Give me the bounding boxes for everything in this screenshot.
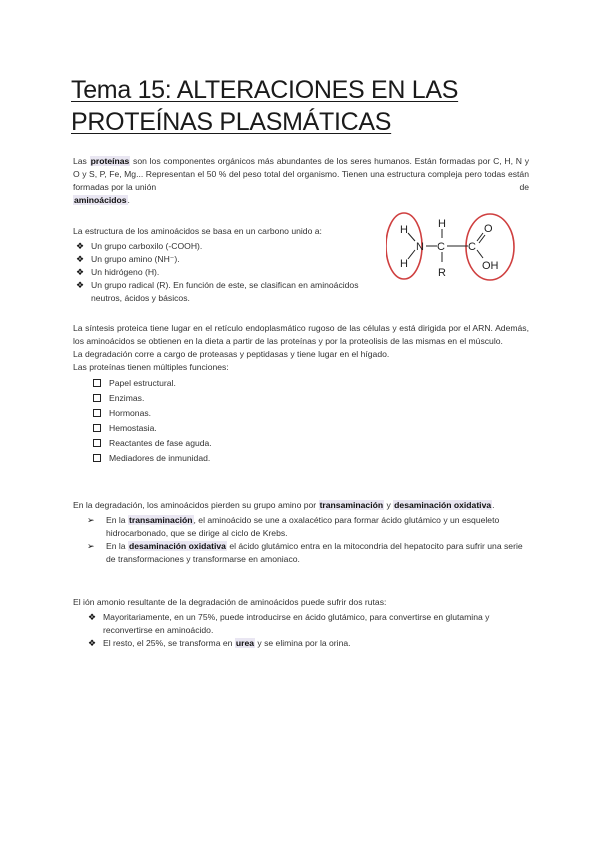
ammonium-list bbox=[85, 611, 531, 650]
diamond-bullet-icon: ❖ bbox=[76, 267, 85, 277]
checkbox-icon bbox=[93, 379, 101, 387]
degradation-paragraph: En la degradación, los aminoácidos pierden su grupo amino por transaminación y desaminación oxidativa. bbox=[73, 500, 495, 510]
list-item: Papel estructural. bbox=[93, 376, 529, 391]
degradation-section bbox=[73, 499, 531, 566]
amino-hydrogen-top: H bbox=[400, 224, 408, 236]
list-item: ❖ Un grupo carboxilo (-COOH). bbox=[76, 241, 203, 251]
amino-acid-structure-diagram bbox=[386, 212, 522, 288]
hydroxyl-group: OH bbox=[482, 260, 499, 272]
amino-hydrogen-bottom: H bbox=[400, 258, 408, 270]
bond-h-n-top bbox=[408, 233, 415, 241]
intro-paragraph: Las proteínas son los componentes orgánicos más abundantes de los seres humanos. Están formadas por C, H, N y O y S, P, Fe, Mg... Representan el 50 % del peso total del organismo. Tienen una estructura compleja pero todas están formadas por la unión de aminoácidos. bbox=[73, 156, 529, 205]
checkbox-icon bbox=[93, 394, 101, 402]
bond-c-oh bbox=[477, 250, 483, 258]
alpha-carbon-atom: C bbox=[437, 241, 445, 253]
carboxyl-carbon-atom: C bbox=[468, 241, 476, 253]
list-item: Enzimas. bbox=[93, 391, 529, 406]
synthesis-paragraph: La síntesis proteica tiene lugar en el retículo endoplasmático rugoso de las células y está dirigida por el ARN. Además, los aminoácidos se obtienen en la dieta a partir de las proteínas y por la proteolisis de las mismas en el músculo. bbox=[73, 323, 529, 346]
alpha-hydrogen-atom: H bbox=[438, 218, 446, 230]
title-line-1: Tema 15: ALTERACIONES EN LAS bbox=[71, 76, 459, 104]
list-item: ❖ Un grupo radical (R). En función de este, se clasifican en aminoácidos neutros, ácidos y básicos. bbox=[76, 280, 359, 303]
arrow-bullet-icon: ➢ bbox=[87, 515, 95, 525]
nitrogen-atom: N bbox=[416, 241, 424, 253]
list-item: ➢ En la transaminación, el aminoácido se une a oxalacético para formar ácido glutámico y un esqueleto hidrocarbonado, que se dirige al ciclo de Krebs. bbox=[87, 515, 500, 538]
diamond-bullet-icon: ❖ bbox=[76, 241, 85, 251]
double-bond-2 bbox=[479, 235, 485, 243]
degradation-location-paragraph: La degradación corre a cargo de proteasas y peptidasas y tiene lugar en el hígado. bbox=[73, 349, 390, 359]
oxygen-atom: O bbox=[484, 223, 493, 235]
structure-heading: La estructura de los aminoácidos se basa en un carbono unido a: bbox=[73, 226, 322, 236]
synthesis-section bbox=[73, 322, 529, 466]
keyword-urea: urea bbox=[235, 638, 254, 648]
double-bond-1 bbox=[477, 233, 483, 241]
keyword-proteinas: proteínas bbox=[90, 156, 130, 166]
ammonium-heading: El ión amonio resultante de la degradación de aminoácidos puede sufrir dos rutas: bbox=[73, 597, 387, 607]
diamond-bullet-icon: ❖ bbox=[88, 612, 97, 622]
structure-section bbox=[73, 225, 373, 305]
bond-h-n-bottom bbox=[408, 250, 415, 259]
ammonium-section bbox=[73, 596, 531, 650]
list-item: Hemostasia. bbox=[93, 421, 529, 436]
arrow-bullet-icon: ➢ bbox=[87, 541, 95, 551]
diamond-bullet-icon: ❖ bbox=[88, 638, 97, 648]
keyword-desaminacion-oxidativa: desaminación oxidativa bbox=[394, 500, 492, 510]
list-item: ➢ En la desaminación oxidativa el ácido glutámico entra en la mitocondria del hepatocito para sufrir una serie de transformaciones y transformarse en amoniaco. bbox=[87, 541, 523, 564]
diamond-bullet-icon: ❖ bbox=[76, 280, 85, 290]
diamond-bullet-icon: ❖ bbox=[76, 254, 85, 264]
checkbox-icon bbox=[93, 424, 101, 432]
degradation-list bbox=[73, 514, 531, 566]
list-item: Mediadores de inmunidad. bbox=[93, 451, 529, 466]
functions-checklist bbox=[93, 376, 529, 466]
list-item: ❖ Un hidrógeno (H). bbox=[76, 267, 160, 277]
keyword-transaminacion: transaminación bbox=[319, 500, 384, 510]
title-line-2: PROTEÍNAS PLASMÁTICAS bbox=[71, 108, 392, 136]
list-item: Hormonas. bbox=[93, 406, 529, 421]
checkbox-icon bbox=[93, 454, 101, 462]
checkbox-icon bbox=[93, 439, 101, 447]
structure-list bbox=[73, 240, 373, 305]
list-item: ❖ Un grupo amino (NH⁻). bbox=[76, 254, 180, 264]
keyword-aminoacidos: aminoácidos bbox=[74, 195, 127, 205]
checkbox-icon bbox=[93, 409, 101, 417]
list-item: ❖ El resto, el 25%, se transforma en urea y se elimina por la orina. bbox=[88, 638, 351, 648]
list-item: ❖ Mayoritariamente, en un 75%, puede introducirse en ácido glutámico, para convertirse en glutamina y reconvertirse en aminoácido. bbox=[88, 612, 490, 635]
radical-group: R bbox=[438, 267, 446, 279]
list-item: Reactantes de fase aguda. bbox=[93, 436, 529, 451]
functions-heading: Las proteínas tienen múltiples funciones: bbox=[73, 362, 229, 372]
page-title bbox=[71, 74, 531, 138]
